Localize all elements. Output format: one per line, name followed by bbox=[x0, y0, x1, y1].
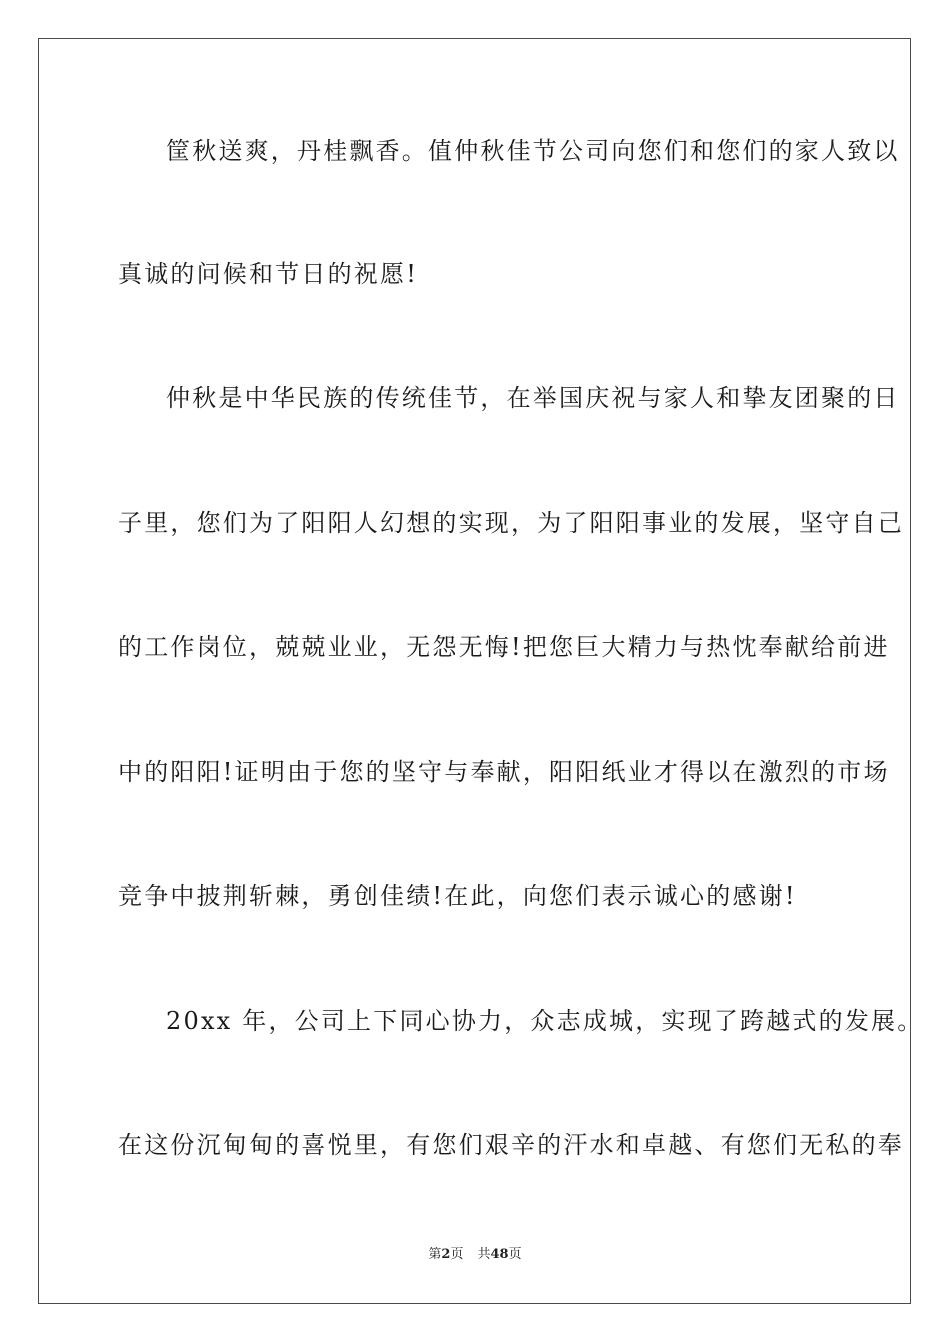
text-line-4: 子里，您们为了阳阳人幻想的实现，为了阳阳事业的发展，坚守自己 bbox=[118, 509, 904, 537]
text-line-8: 20xx 年，公司上下同心协力，众志成城，实现了跨越式的发展。 bbox=[166, 1007, 924, 1035]
total-prefix: 共 bbox=[477, 1247, 491, 1262]
page-number: 2 bbox=[441, 1247, 451, 1262]
page-prefix: 第 bbox=[428, 1247, 442, 1262]
text-line-6: 中的阳阳!证明由于您的坚守与奉献，阳阳纸业才得以在激烈的市场 bbox=[118, 758, 890, 786]
total-pages: 48 bbox=[490, 1247, 509, 1262]
text-line-2: 真诚的问候和节日的祝愿! bbox=[118, 260, 419, 288]
text-line-1: 筐秋送爽，丹桂飘香。值仲秋佳节公司向您们和您们的家人致以 bbox=[166, 137, 900, 165]
page-suffix: 页 bbox=[450, 1247, 464, 1262]
text-line-5: 的工作岗位，兢兢业业，无怨无悔!把您巨大精力与热忱奉献给前进 bbox=[118, 633, 890, 661]
text-line-7: 竞争中披荆斩棘，勇创佳绩!在此，向您们表示诚心的感谢! bbox=[118, 882, 797, 910]
text-line-9: 在这份沉甸甸的喜悦里，有您们艰辛的汗水和卓越、有您们无私的奉 bbox=[118, 1131, 904, 1159]
text-line-3: 仲秋是中华民族的传统佳节，在举国庆祝与家人和挚友团聚的日 bbox=[166, 384, 900, 412]
page-footer bbox=[0, 1246, 950, 1264]
total-suffix: 页 bbox=[508, 1247, 522, 1262]
page-border bbox=[38, 38, 911, 1304]
